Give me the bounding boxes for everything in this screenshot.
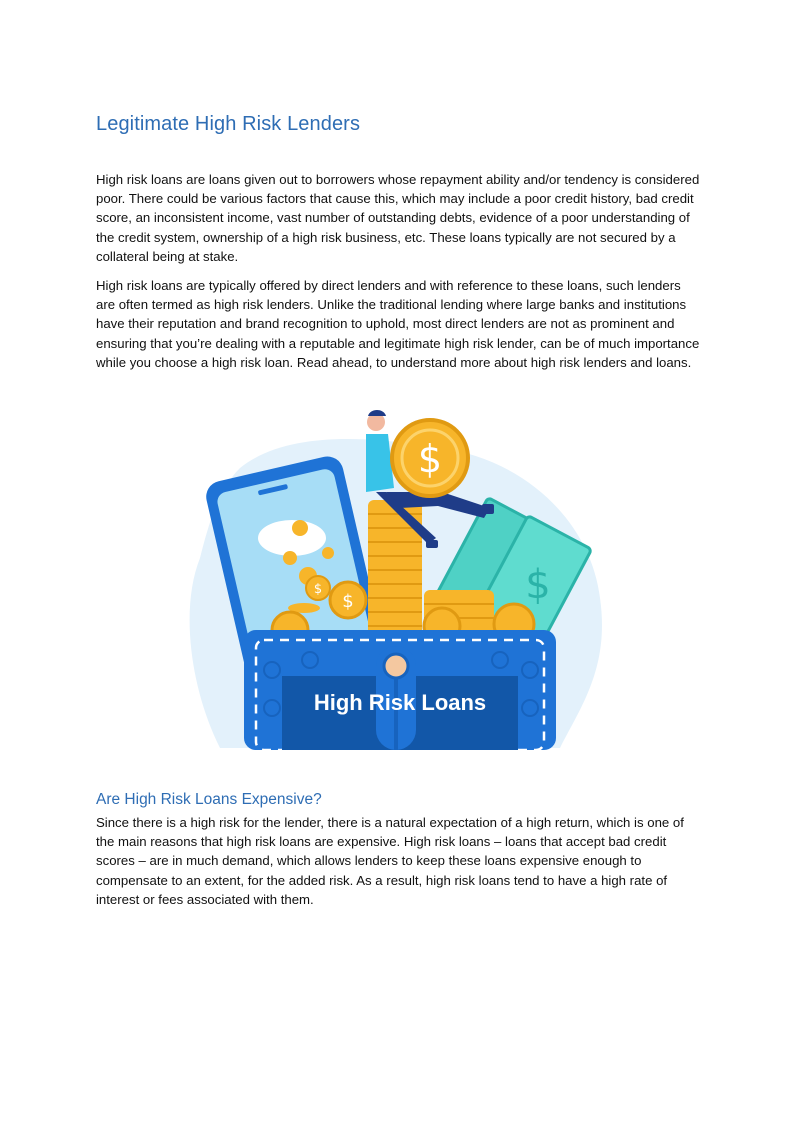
page-title: Legitimate High Risk Lenders (96, 113, 361, 135)
illustration-banner-text: High Risk Loans (313, 690, 487, 715)
coin-icon (392, 420, 468, 496)
intro-paragraph-2: High risk loans are typically offered by direct lenders and with reference to these loans, such lenders are often termed as high risk lenders. Unlike the traditional lending where large banks and institutions have their reputation and brand recognition to uphold, most direct lenders are not as prominent and ensuring that you’re dealing with a reputable and legitimate high risk lender, can be of much importance while you choose a high risk loan. Read ahead, to understand more about high risk lenders and loans. (96, 278, 700, 370)
svg-text:$: $ (417, 437, 443, 481)
intro-paragraph-1: High risk loans are loans given out to borrowers whose repayment ability and/or tendency is considered poor. There could be various factors that cause this, which may include a poor credit history, bad credit score, an inconsistent income, vast number of outstanding debts, evidence of a poor understanding of the credit system, ownership of a high risk business, etc. These loans typically are not secured by a collateral being at stake. (96, 172, 700, 264)
svg-text:$: $ (525, 562, 551, 608)
section-heading: Are High Risk Loans Expensive? (96, 791, 322, 808)
svg-text:$: $ (313, 582, 323, 597)
section-paragraph: Since there is a high risk for the lender, there is a natural expectation of a high return, which is one of the main reasons that high risk loans are expensive. High risk loans – loans that accept bad credit scores – are in much demand, which allows lenders to keep these loans expensive enough to compensate to an extent, for the added risk. As a result, high risk loans tend to have a high rate of interest or fees associated with them. (96, 815, 684, 907)
svg-text:$: $ (342, 591, 354, 612)
